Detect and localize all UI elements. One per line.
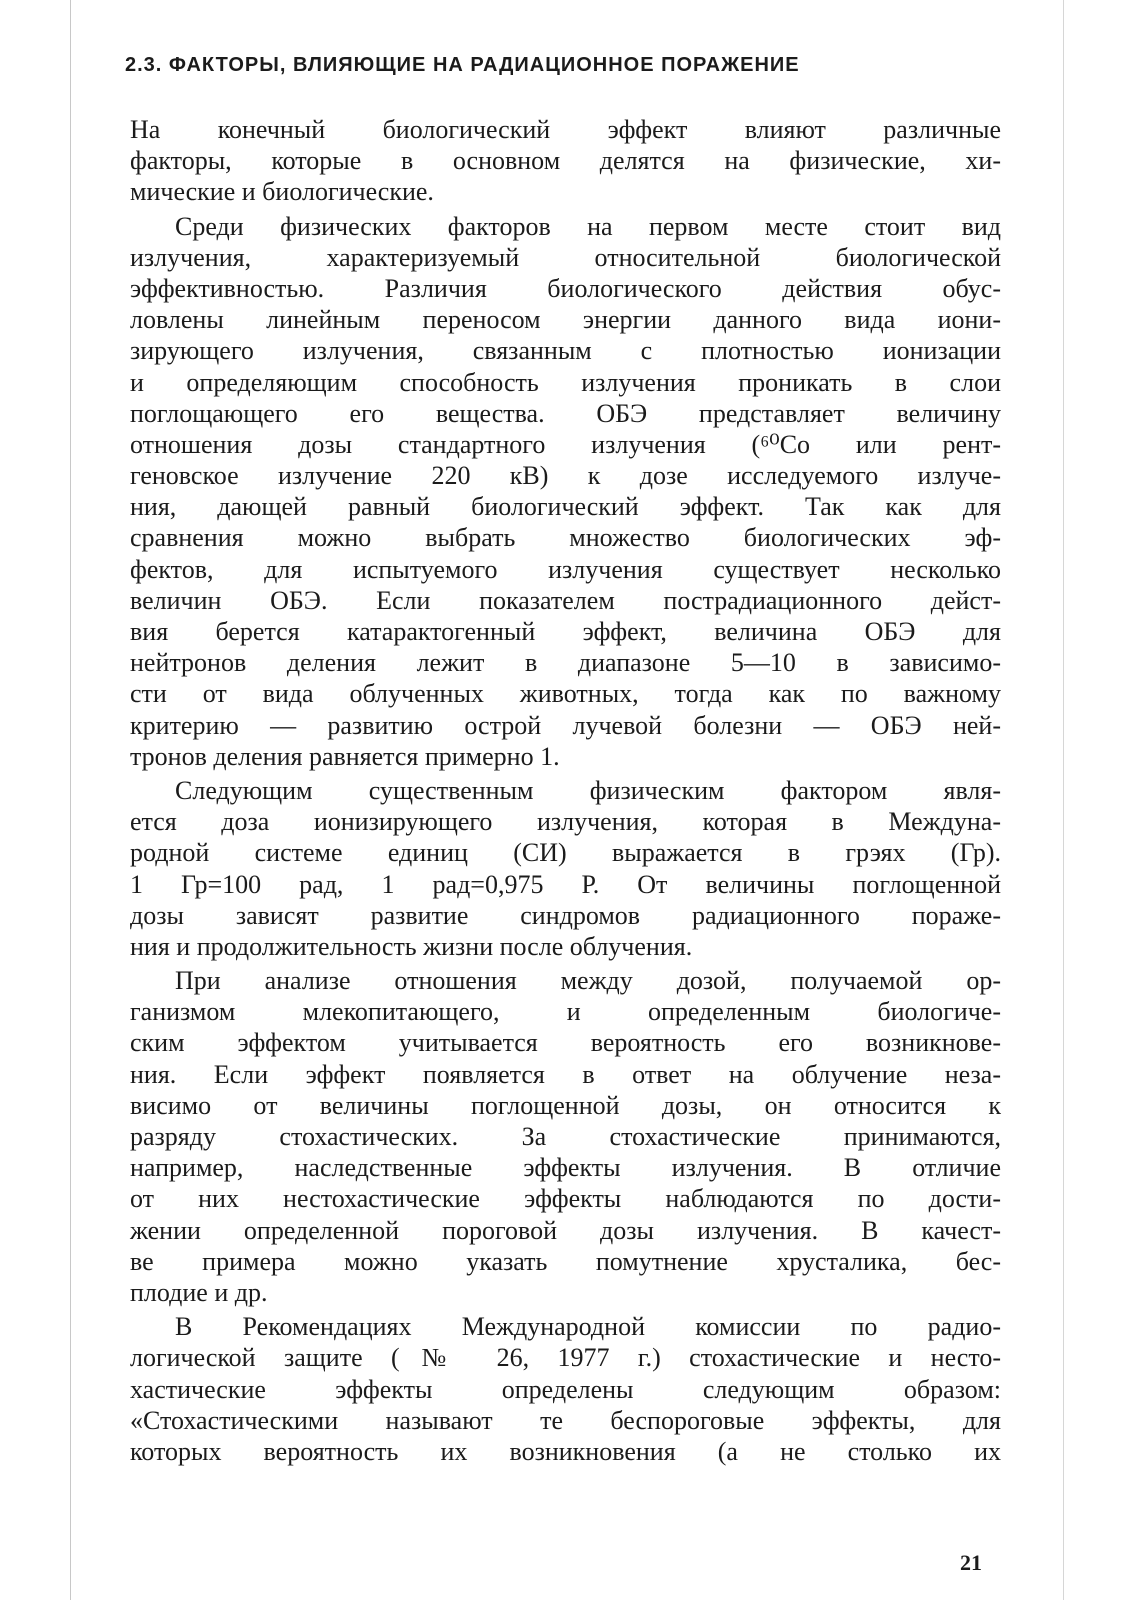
text-line: В Рекомендациях Международной комиссии по радио- [175,1312,1001,1342]
paragraph [130,775,1001,962]
text-line: ве примера можно указать помутнение хрусталика, бес- [130,1246,1001,1276]
text-line: излучения, характеризуемый относительной биологической [130,242,1001,272]
text-line: эффективностью. Различия биологического действия обус- [130,273,1001,303]
text-line: ганизмом млекопитающего, и определенным биологиче- [130,997,1001,1027]
text-line: ловлены линейным переносом энергии данного вида иони- [130,305,1001,335]
paragraph [130,114,1001,208]
page-number: 21 [960,1550,982,1575]
section-heading: 2.3. ФАКТОРЫ, ВЛИЯЮЩИЕ НА РАДИАЦИОННОЕ ПОРАЖЕНИЕ [125,54,800,76]
text-line: Среди физических факторов на первом месте стоит вид [175,211,1001,241]
text-line: При анализе отношения между дозой, получаемой ор- [175,966,1001,996]
text-line: критерию — развитию острой лучевой болезни — ОБЭ ней- [130,710,1001,740]
text-line: На конечный биологический эффект влияют различные [130,115,1001,144]
text-line: сравнения можно выбрать множество биологических эф- [130,523,1001,553]
text-line: дозы зависят развитие синдромов радиационного пораже- [130,900,1001,930]
page-right-border [1063,0,1064,1600]
text-line: родной системе единиц (СИ) выражается в грэях (Гр). [130,838,1001,868]
text-line: геновское излучение 220 кВ) к дозе исследуемого излуче- [130,461,1001,491]
body-text [130,114,1001,1467]
text-line: жении определенной пороговой дозы излучения. В качест- [130,1215,1001,1245]
text-line: вия берется катарактогенный эффект, величина ОБЭ для [130,617,1001,646]
text-line: тронов деления равняется примерно 1. [130,741,560,771]
text-line: нейтронов деления лежит в диапазоне 5—10 в зависимо- [130,648,1001,678]
text-line: и определяющим способность излучения проникать в слои [130,367,1001,397]
text-line: которых вероятность их возникновения (а не столько их [130,1436,1001,1466]
text-line: ния. Если эффект появляется в ответ на облучение неза- [130,1059,1001,1089]
text-line: «Стохастическими называют те беспороговые эффекты, для [130,1405,1001,1435]
text-line: 1 Гр=100 рад, 1 рад=0,975 Р. От величины поглощенной [130,869,1001,899]
text-line: ния, дающей равный биологический эффект. Так как для [130,492,1001,522]
text-line: поглощающего его вещества. ОБЭ представляет величину [130,398,1001,428]
text-line: мические и биологические. [130,177,434,207]
paragraph [130,1311,1001,1467]
text-line: сти от вида облученных животных, тогда как по важному [130,679,1001,709]
text-line: логической защите (№ 26, 1977 г.) стохастические и несто- [130,1343,1001,1373]
text-line: величин ОБЭ. Если показателем пострадиационного дейст- [130,585,1001,615]
text-line: плодие и др. [130,1277,268,1307]
page-left-border [70,0,71,1600]
text-line: например, наследственные эффекты излучения. В отличие [130,1153,1001,1183]
text-line: факторы, которые в основном делятся на физические, хи- [130,146,1001,176]
text-line: хастические эффекты определены следующим образом: [130,1374,1001,1404]
text-line: от них нестохастические эффекты наблюдаются по дости- [130,1184,1001,1214]
text-line: ется доза ионизирующего излучения, которая в Междуна- [130,807,1001,837]
text-line: ским эффектом учитывается вероятность его возникнове- [130,1028,1001,1058]
text-line: фектов, для испытуемого излучения существует несколько [130,554,1001,584]
text-line: отношения дозы стандартного излучения (⁶⁰Со или рент- [130,429,1001,459]
text-line: Следующим существенным физическим фактором явля- [175,775,1001,805]
text-line: висимо от величины поглощенной дозы, он относится к [130,1090,1001,1120]
paragraph [130,965,1001,1308]
text-line: разряду стохастических. За стохастические принимаются, [130,1122,1001,1151]
paragraph [130,211,1001,772]
text-line: ния и продолжительность жизни после облучения. [130,931,693,961]
text-line: зирующего излучения, связанным с плотностью ионизации [130,336,1001,366]
